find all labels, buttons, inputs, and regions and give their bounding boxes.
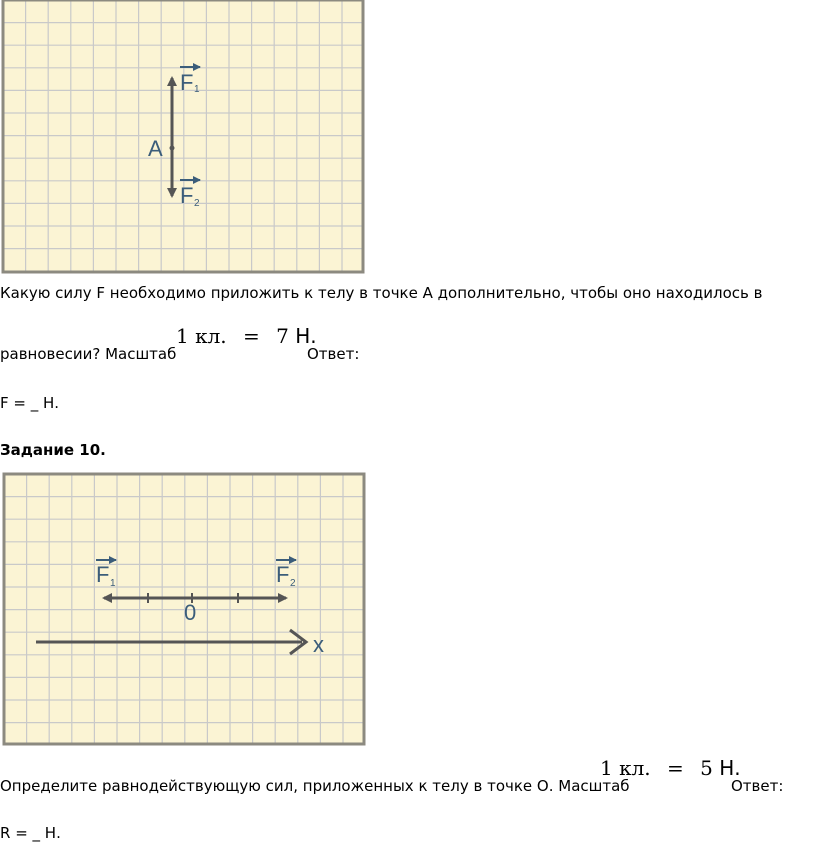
- task9-answer-label: Ответ:: [307, 345, 360, 363]
- scale-value: 5: [700, 756, 713, 780]
- scale-unit: Н.: [295, 324, 317, 348]
- task9-question-line2: [0, 345, 176, 363]
- scale-left: 1 кл.: [176, 324, 227, 348]
- task10-answer-label: Ответ:: [731, 777, 784, 795]
- vector-f2-index: 2: [194, 198, 200, 209]
- vector-f2-label: F: [180, 183, 194, 208]
- task9-question-line1: Какую силу F необходимо приложить к телу в точке А дополнительно, чтобы оно находилось в: [0, 284, 763, 302]
- figure-1-force-diagram: [0, 0, 366, 274]
- scale-prefix: равновесии? Масштаб: [0, 345, 177, 363]
- point-a-dot: [170, 146, 175, 151]
- scale-value: 7: [276, 324, 289, 348]
- scale-equals: =: [243, 324, 260, 348]
- figure-2-force-diagram: [0, 472, 366, 746]
- vector-f2-label: F: [276, 562, 290, 587]
- vector-f1-label: F: [96, 562, 110, 587]
- scale-equals: =: [667, 756, 684, 780]
- origin-label: 0: [184, 600, 197, 625]
- vector-f1-index: 1: [194, 84, 200, 95]
- point-a-label: A: [148, 136, 163, 161]
- vector-f1-index: 1: [110, 578, 116, 589]
- vector-f1-label: F: [180, 70, 194, 95]
- task10-answer-line: R = _ Н.: [0, 824, 61, 842]
- task10-heading: Задание 10.: [0, 441, 106, 459]
- task10-question-line1: Определите равнодействующую сил, приложенных к телу в точке О. Масштаб: [0, 777, 630, 795]
- task9-answer-line: F = _ Н.: [0, 394, 60, 412]
- vector-f2-index: 2: [290, 578, 296, 589]
- scale-unit: Н.: [719, 756, 741, 780]
- task9-scale-formula: [176, 324, 317, 348]
- x-axis-label: x: [313, 632, 324, 657]
- scale-left: 1 кл.: [600, 756, 651, 780]
